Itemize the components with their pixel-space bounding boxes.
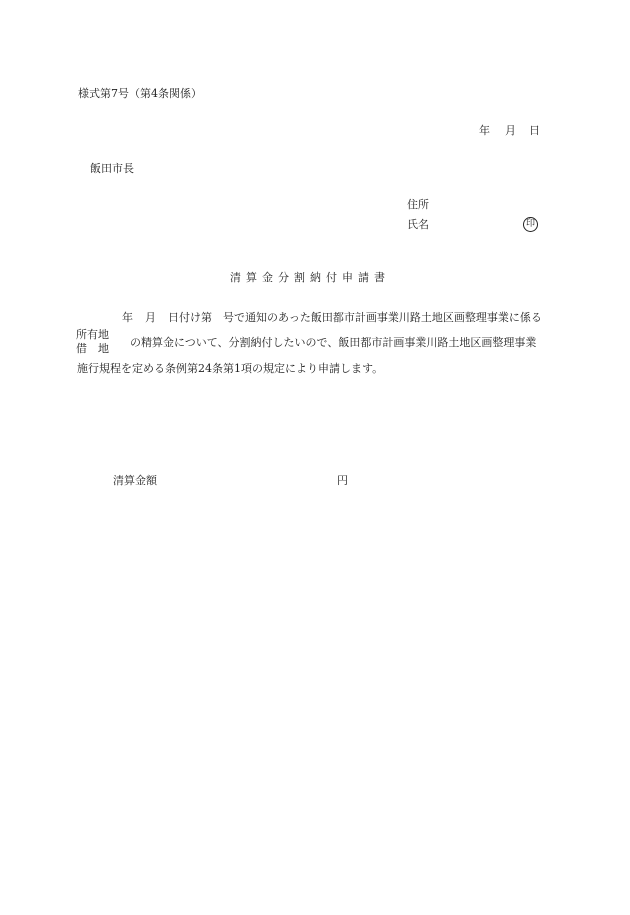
date-day: 日 (529, 124, 540, 137)
option-owned-land: 所有地 (76, 328, 109, 341)
seal-icon: 印 (523, 217, 538, 232)
address-label: 住所 (407, 198, 429, 211)
body-year: 年 (122, 311, 133, 324)
name-label: 氏名 (407, 218, 429, 231)
amount-label: 清算金額 (113, 474, 157, 487)
body-month: 月 (145, 311, 156, 324)
amount-unit: 円 (337, 474, 348, 487)
land-type-options (76, 328, 109, 356)
form-number: 様式第7号（第4条関係） (78, 87, 202, 100)
option-leased-land: 借 地 (76, 342, 109, 355)
date-year: 年 (479, 124, 490, 137)
body-line-2: の精算金について、分割納付したいので、飯田都市計画事業川路土地区画整理事業 (130, 336, 537, 349)
date-month: 月 (505, 124, 516, 137)
body-line-1: 日付け第 号で通知のあった飯田都市計画事業川路土地区画整理事業に係る (168, 311, 542, 324)
seal-mark (523, 217, 538, 232)
addressee: 飯田市長 (90, 162, 134, 175)
body-line-3: 施行規程を定める条例第24条第1項の規定により申請します。 (77, 362, 384, 375)
document-title: 清算金分割納付申請書 (230, 271, 390, 284)
